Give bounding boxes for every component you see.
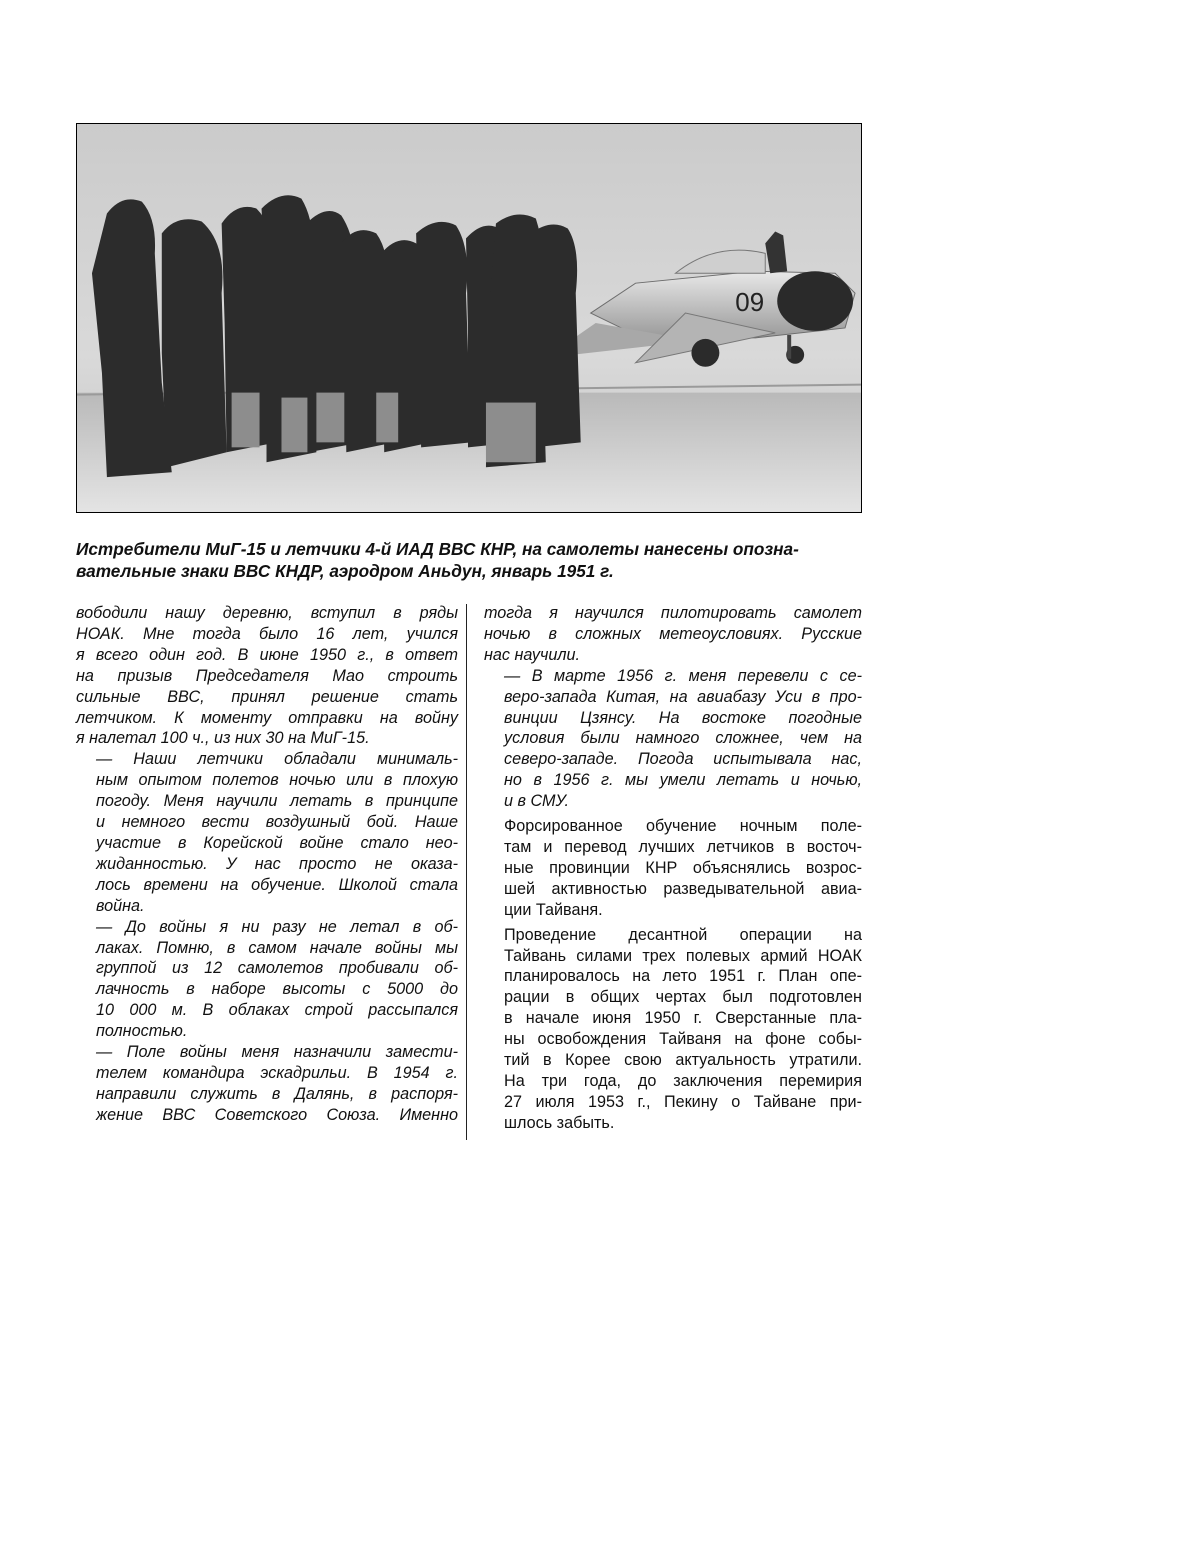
text-line: погоду. Меня научили летать в принципе <box>96 792 458 811</box>
left-column <box>76 603 458 1126</box>
text-line: Проведение десантной операции на <box>504 925 862 944</box>
text-line: нас научили. <box>484 645 580 664</box>
text-line: условия были намного сложнее, чем на <box>504 729 862 748</box>
right-column <box>484 603 862 1134</box>
text-line: северо-западе. Погода испытывала нас, <box>504 750 862 769</box>
text-line: шей активностью разведывательной авиа- <box>504 879 862 898</box>
text-line: участие в Корейской войне стало нео- <box>96 833 458 852</box>
column-divider <box>466 604 467 1140</box>
text-line: лачность в наборе высоты с 5000 до <box>96 980 458 999</box>
text-line: летчиком. К моменту отправки на войну <box>76 708 458 727</box>
paragraph <box>484 603 862 666</box>
text-line: — До войны я ни разу не летал в об- <box>96 917 458 936</box>
text-line: лось времени на обучение. Школой стала <box>96 875 458 894</box>
text-line: я налетал 100 ч., из них 30 на МиГ-15. <box>76 729 370 748</box>
text-line: 27 июля 1953 г., Пекину о Тайване при- <box>504 1092 862 1111</box>
text-line: шлось забыть. <box>504 1113 615 1132</box>
text-line: ные провинции КНР объяснялись возрос- <box>504 858 862 877</box>
text-line: веро-запада Китая, на авиабазу Уси в про- <box>504 687 862 706</box>
text-line: на призыв Председателя Мао строить <box>76 666 458 685</box>
text-line: но в 1956 г. мы умели летать и ночью, <box>504 771 862 790</box>
paragraph <box>76 749 458 916</box>
text-line: направили служить в Далянь, в распоря- <box>96 1084 458 1103</box>
paragraph <box>76 917 458 1042</box>
paragraph <box>76 603 458 749</box>
text-line: Форсированное обучение ночным поле- <box>504 817 862 836</box>
caption-line: Истребители МиГ-15 и летчики 4-й ИАД ВВС КНР, на самолеты нанесены опозна- <box>76 539 799 559</box>
text-line: тий в Корее свою актуальность утратили. <box>504 1051 862 1070</box>
text-line: вободили нашу деревню, вступил в ряды <box>76 604 458 622</box>
text-line: ным опытом полетов ночью или в плохую <box>96 771 458 790</box>
text-line: планировалось на лето 1951 г. План опе- <box>504 967 862 986</box>
text-line: война. <box>96 896 145 915</box>
text-line: и в СМУ. <box>504 792 570 811</box>
text-line: НОАК. Мне тогда было 16 лет, учился <box>76 624 458 643</box>
text-line: лаках. Помню, в самом начале войны мы <box>96 938 458 957</box>
text-line: в начале июня 1950 г. Сверстанные пла- <box>504 1009 862 1028</box>
text-line: тогда я научился пилотировать самолет <box>484 604 862 622</box>
text-line: ции Тайваня. <box>504 900 603 919</box>
text-line: — Поле войны меня назначили замести- <box>96 1043 458 1062</box>
text-line: жение ВВС Советского Союза. Именно <box>96 1105 458 1124</box>
paragraph <box>484 816 862 921</box>
text-line: рации в общих чертах был подготовлен <box>504 988 862 1007</box>
photo-image <box>77 124 861 512</box>
text-line: сильные ВВС, принял решение стать <box>76 687 458 706</box>
caption-line: вательные знаки ВВС КНДР, аэродром Аньдун, январь 1951 г. <box>76 561 614 581</box>
text-line: Тайвань силами трех полевых армий НОАК <box>504 946 862 965</box>
text-line: — В марте 1956 г. меня перевели с се- <box>504 666 862 685</box>
photo-pilots-and-mig15 <box>76 123 862 513</box>
text-line: там и перевод лучших летчиков в восточ- <box>504 837 862 856</box>
text-line: полностью. <box>96 1022 188 1041</box>
text-line: винции Цзянсу. На востоке погодные <box>504 708 862 727</box>
text-line: я всего один год. В июне 1950 г., в ответ <box>76 645 458 664</box>
text-line: и немного вести воздушный бой. Наше <box>96 813 458 832</box>
text-line: На три года, до заключения перемирия <box>504 1071 862 1090</box>
text-line: ночью в сложных метеоусловиях. Русские <box>484 624 862 643</box>
paragraph <box>76 1042 458 1126</box>
photo-caption <box>76 538 876 582</box>
text-line: жиданностью. У нас просто не оказа- <box>96 854 458 873</box>
text-line: — Наши летчики обладали минималь- <box>96 750 458 769</box>
paragraph <box>484 666 862 812</box>
text-line: 10 000 м. В облаках строй рассыпался <box>96 1001 458 1020</box>
aircraft-number: 09 <box>735 289 765 318</box>
text-line: телем командира эскадрильи. В 1954 г. <box>96 1063 458 1082</box>
text-line: группой из 12 самолетов пробивали об- <box>96 959 458 978</box>
text-line: ны освобождения Тайваня на фоне собы- <box>504 1030 862 1049</box>
paragraph <box>484 925 862 1134</box>
